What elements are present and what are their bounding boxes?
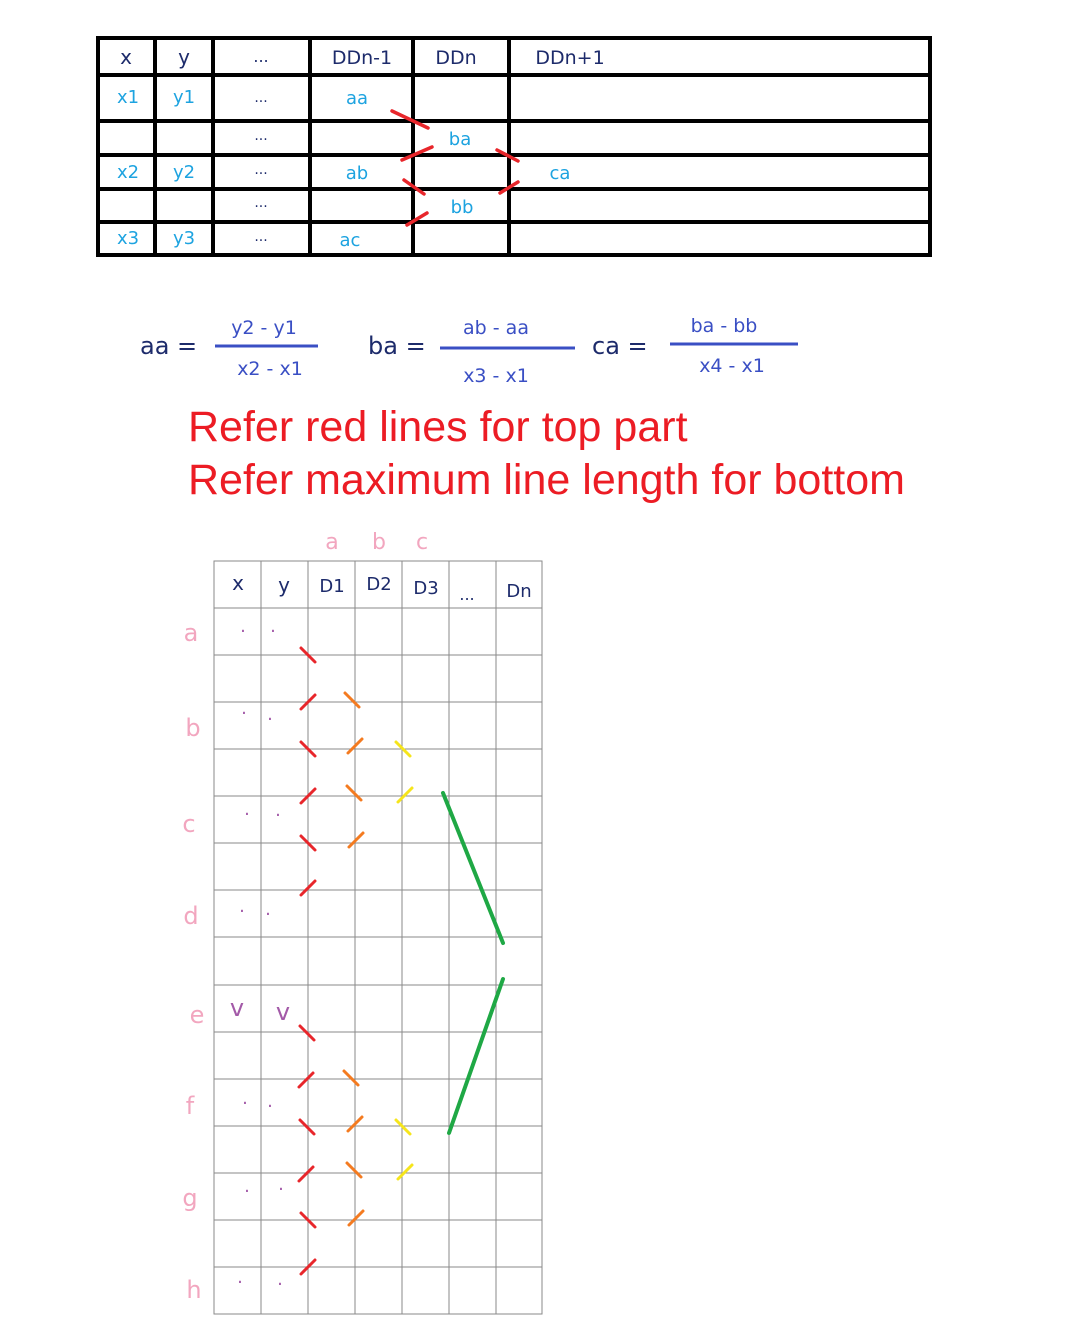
- point-dot: .: [241, 698, 247, 719]
- point-dot: .: [278, 1174, 284, 1195]
- top-header-x: x: [120, 45, 132, 69]
- formulas: [140, 315, 798, 387]
- difference-tick-mark: [349, 1211, 363, 1225]
- top-header-ddn-1: DDn-1: [331, 47, 393, 69]
- point-dot: .: [275, 800, 281, 821]
- difference-tick-mark: [349, 833, 363, 847]
- bottom-header-d1: D1: [319, 576, 345, 597]
- row-letter-d: d: [183, 902, 199, 930]
- row-letter-h: h: [186, 1276, 202, 1304]
- difference-tick-mark: [398, 788, 412, 802]
- row-e-mark-y: v: [275, 998, 291, 1026]
- cell-ca: ca: [549, 163, 571, 184]
- cell-ellipsis-4: ...: [254, 195, 268, 211]
- point-dot: .: [244, 799, 250, 820]
- cell-y2: y2: [172, 162, 196, 183]
- formula-aa-lhs: aa =: [140, 332, 198, 360]
- column-letter-a: a: [325, 530, 339, 555]
- row-letter-g: g: [182, 1184, 198, 1212]
- point-dot: .: [270, 616, 276, 637]
- note-line-2: Refer maximum line length for bottom: [188, 456, 905, 504]
- point-dot: .: [265, 899, 271, 920]
- point-dot: .: [267, 704, 273, 725]
- column-letter-c: c: [415, 530, 429, 555]
- difference-tick-mark: [345, 693, 359, 707]
- difference-tick-mark: [347, 786, 361, 800]
- cell-aa: aa: [345, 88, 369, 109]
- cell-ellipsis-5: ...: [254, 229, 268, 245]
- cell-y1: y1: [172, 87, 196, 108]
- cell-ellipsis-2: ...: [254, 128, 268, 144]
- difference-tick-mark: [299, 1167, 313, 1181]
- point-dot: .: [240, 616, 246, 637]
- point-dot: .: [267, 1091, 273, 1112]
- difference-tick-mark: [398, 1165, 412, 1179]
- cell-x1: x1: [116, 87, 140, 108]
- formula-aa-denominator: x2 - x1: [237, 358, 303, 380]
- formula-ca-numerator: ba - bb: [690, 315, 758, 337]
- cell-x3: x3: [116, 228, 140, 249]
- point-dot: .: [244, 1176, 250, 1197]
- formula-ca-denominator: x4 - x1: [699, 355, 765, 377]
- bottom-header-x: x: [232, 571, 244, 595]
- point-dot: .: [237, 1267, 243, 1288]
- difference-tick-mark: [300, 1026, 314, 1040]
- row-letter-a: a: [183, 619, 199, 647]
- row-letter-e: e: [189, 1001, 205, 1029]
- bottom-header-d2: D2: [366, 574, 392, 595]
- bottom-header-ellipsis: ...: [459, 585, 475, 604]
- cell-y3: y3: [172, 228, 196, 249]
- cell-x2: x2: [116, 162, 140, 183]
- formula-aa-numerator: y2 - y1: [231, 317, 297, 339]
- point-dot: .: [242, 1088, 248, 1109]
- cell-ac: ac: [339, 230, 361, 251]
- row-letter-b: b: [185, 714, 201, 742]
- formula-ba-denominator: x3 - x1: [463, 365, 529, 387]
- cell-ab: ab: [345, 163, 369, 184]
- top-header-ddn+1: DDn+1: [535, 47, 605, 69]
- row-letter-f: f: [185, 1092, 195, 1120]
- top-header-ellipsis: ...: [253, 47, 269, 66]
- cell-ellipsis-3: ...: [254, 162, 268, 178]
- row-e-mark-x: v: [229, 994, 245, 1022]
- top-table: [98, 38, 930, 255]
- difference-tick-mark: [396, 1120, 410, 1134]
- point-dot: .: [239, 896, 245, 917]
- cell-bb: bb: [450, 197, 474, 218]
- note-line-1: Refer red lines for top part: [188, 403, 688, 451]
- cell-ba: ba: [448, 129, 472, 150]
- formula-ba-numerator: ab - aa: [463, 317, 529, 339]
- difference-tick-mark: [344, 1071, 358, 1085]
- formula-ba-lhs: ba =: [368, 332, 426, 360]
- top-header-y: y: [178, 45, 190, 69]
- column-letter-b: b: [372, 530, 386, 555]
- top-header-ddn: DDn: [435, 47, 477, 69]
- green-line-lower: [449, 979, 503, 1133]
- row-letter-c: c: [182, 810, 196, 838]
- point-dot: .: [277, 1269, 283, 1290]
- bottom-header-d3: D3: [413, 578, 439, 599]
- difference-tick-mark: [347, 1163, 361, 1177]
- difference-tick-mark: [300, 1120, 314, 1134]
- bottom-header-y: y: [278, 573, 290, 597]
- green-line-upper: [443, 793, 503, 943]
- bottom-header-dn: Dn: [506, 581, 532, 602]
- cell-ellipsis-1: ...: [254, 90, 268, 106]
- difference-tick-mark: [299, 1073, 313, 1087]
- formula-ca-lhs: ca =: [592, 332, 648, 360]
